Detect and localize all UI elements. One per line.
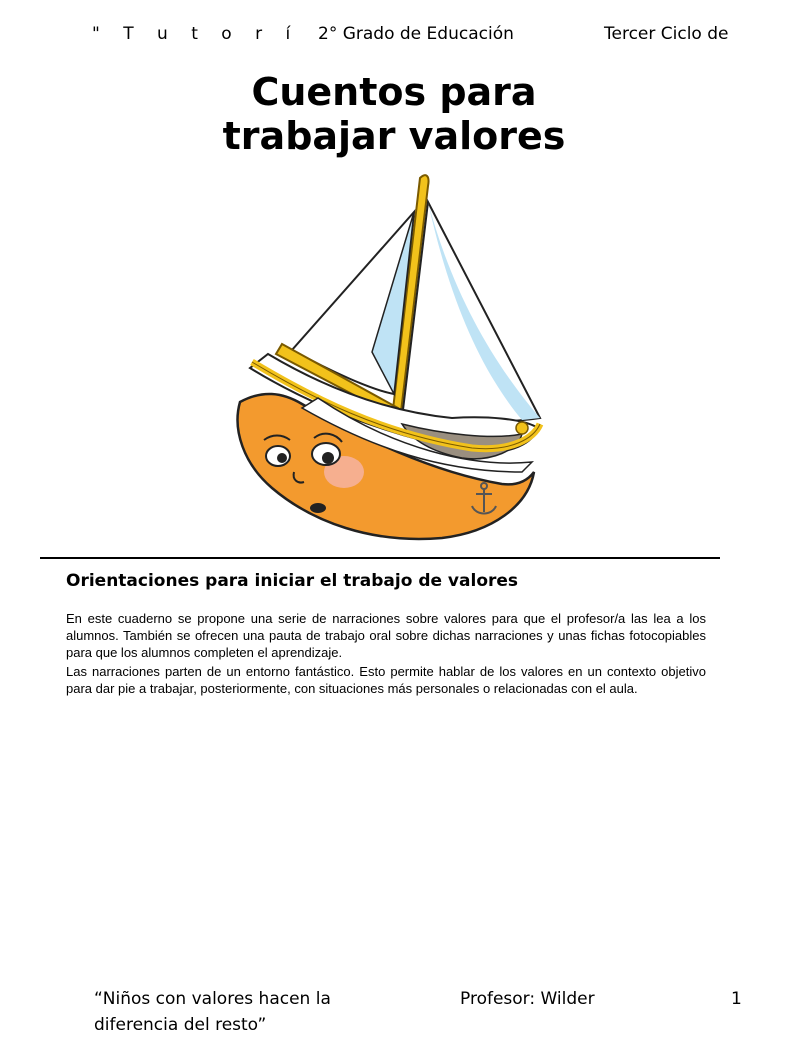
page-number: 1 <box>731 989 742 1009</box>
paragraph-2: Las narraciones parten de un entorno fantástico. Esto permite hablar de los valores en un contexto objetivo para dar pie a trabajar, posteriormente, con situaciones más personales o relacionadas con el aula. <box>66 664 706 696</box>
footer-professor: Profesor: Wilder <box>460 989 595 1009</box>
title-line-1: Cuentos para <box>251 70 537 114</box>
paragraph-1: En este cuaderno se propone una serie de narraciones sobre valores para que el profesor/a las lea a los alumnos. También se ofrecen una pauta de trabajo oral sobre dichas narraciones y unas fichas fotocopiables para que los alumnos completen el aprendizaje. <box>66 611 706 660</box>
horizontal-divider <box>40 557 720 559</box>
header-right-text: Tercer Ciclo de <box>604 24 729 44</box>
sailboat-character-icon <box>222 172 552 547</box>
section-heading: Orientaciones para iniciar el trabajo de valores <box>66 571 519 591</box>
section-body <box>66 610 706 699</box>
title-line-2: trabajar valores <box>222 114 566 158</box>
header-center-text: 2° Grado de Educación <box>318 24 514 44</box>
page-footer <box>0 986 768 1035</box>
footer-quote: “Niños con valores hacen la diferencia del resto” <box>94 989 331 1035</box>
page-header <box>0 24 768 48</box>
document-title <box>0 70 788 158</box>
header-left-text: " T u t o r í <box>92 24 300 44</box>
